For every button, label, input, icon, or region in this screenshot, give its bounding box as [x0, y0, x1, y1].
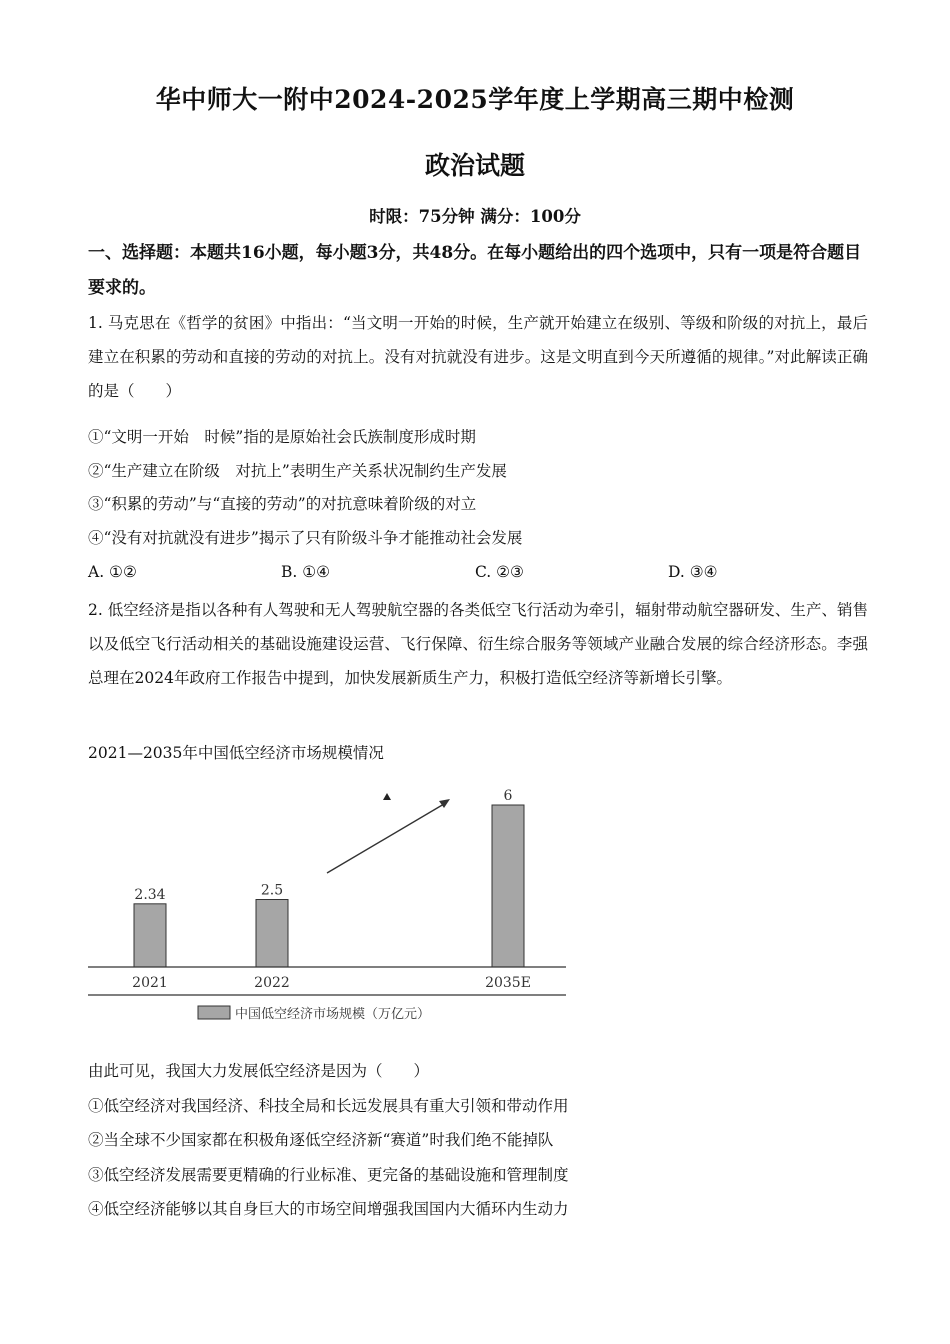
question-1-option-a: A. ①② — [88, 563, 137, 581]
question-2-item: ④低空经济能够以其自身巨大的市场空间增强我国国内大循环内生动力 — [88, 1200, 569, 1218]
question-1-item: ④“没有对抗就没有进步”揭示了只有阶级斗争才能推动社会发展 — [88, 529, 523, 547]
exam-meta: 时限：75分钟 满分：100分 — [369, 207, 581, 226]
category-label: 2021 — [132, 975, 168, 991]
trend-arrow — [327, 804, 444, 873]
category-label: 2035E — [485, 975, 531, 991]
market-size-chart — [80, 775, 580, 1035]
question-1-item: ③“积累的劳动”与“直接的劳动”的对抗意味着阶级的对立 — [88, 495, 477, 513]
bar-2021 — [134, 904, 166, 967]
bar-value-label: 2.34 — [134, 886, 166, 903]
bar-2035E — [492, 805, 524, 967]
question-1-option-c: C. ②③ — [475, 563, 524, 581]
exam-title: 华中师大一附中2024-2025学年度上学期高三期中检测 — [155, 85, 795, 114]
question-2-item: ③低空经济发展需要更精确的行业标准、更完备的基础设施和管理制度 — [88, 1166, 569, 1184]
chart-caption: 2021—2035年中国低空经济市场规模情况 — [88, 744, 384, 762]
triangle-marker-icon — [383, 793, 391, 800]
legend-swatch — [198, 1006, 230, 1019]
legend-label: 中国低空经济市场规模（万亿元） — [235, 1007, 431, 1022]
question-1-item: ②“生产建立在阶级 对抗上”表明生产关系状况制约生产发展 — [88, 462, 507, 480]
question-1-option-d: D. ③④ — [668, 563, 718, 581]
exam-subject: 政治试题 — [424, 151, 525, 180]
question-2-item: ①低空经济对我国经济、科技全局和长远发展具有重大引领和带动作用 — [88, 1097, 569, 1115]
question-2-stem: 2. 低空经济是指以各种有人驾驶和无人驾驶航空器的各类低空飞行活动为牵引，辐射带动航空器研发、生产、销售以及低空飞行活动相关的基础设施建设运营、飞行保障、衍生综合服务等领域产业融合发展的综合经济形态。李强总理在2024年政府工作报告中提到，加快发展新质生产力，积极打造低空经济等新增长引擎。 — [88, 601, 868, 687]
question-2-item: ②当全球不少国家都在积极角逐低空经济新“赛道”时我们绝不能掉队 — [88, 1131, 554, 1149]
question-2-prompt: 由此可见，我国大力发展低空经济是因为（ ） — [88, 1062, 430, 1080]
section-heading: 一、选择题：本题共16小题，每小题3分，共48分。在每小题给出的四个选项中，只有一项是符合题目要求的。 — [88, 243, 862, 298]
bar-value-label: 2.5 — [260, 882, 284, 899]
bar-value-label: 6 — [503, 788, 513, 804]
question-1-option-b: B. ①④ — [281, 563, 331, 581]
question-1-item: ①“文明一开始 时候”指的是原始社会氏族制度形成时期 — [88, 428, 476, 446]
category-label: 2022 — [254, 975, 290, 991]
question-1-stem: 1. 马克思在《哲学的贫困》中指出：“当文明一开始的时候，生产就开始建立在级别、等级和阶级的对抗上，最后建立在积累的劳动和直接的劳动的对抗上。没有对抗就没有进步。这是文明直到今天所遵循的规律。”对此解读正确的是（ ） — [88, 314, 868, 400]
bar-2022 — [256, 900, 288, 968]
